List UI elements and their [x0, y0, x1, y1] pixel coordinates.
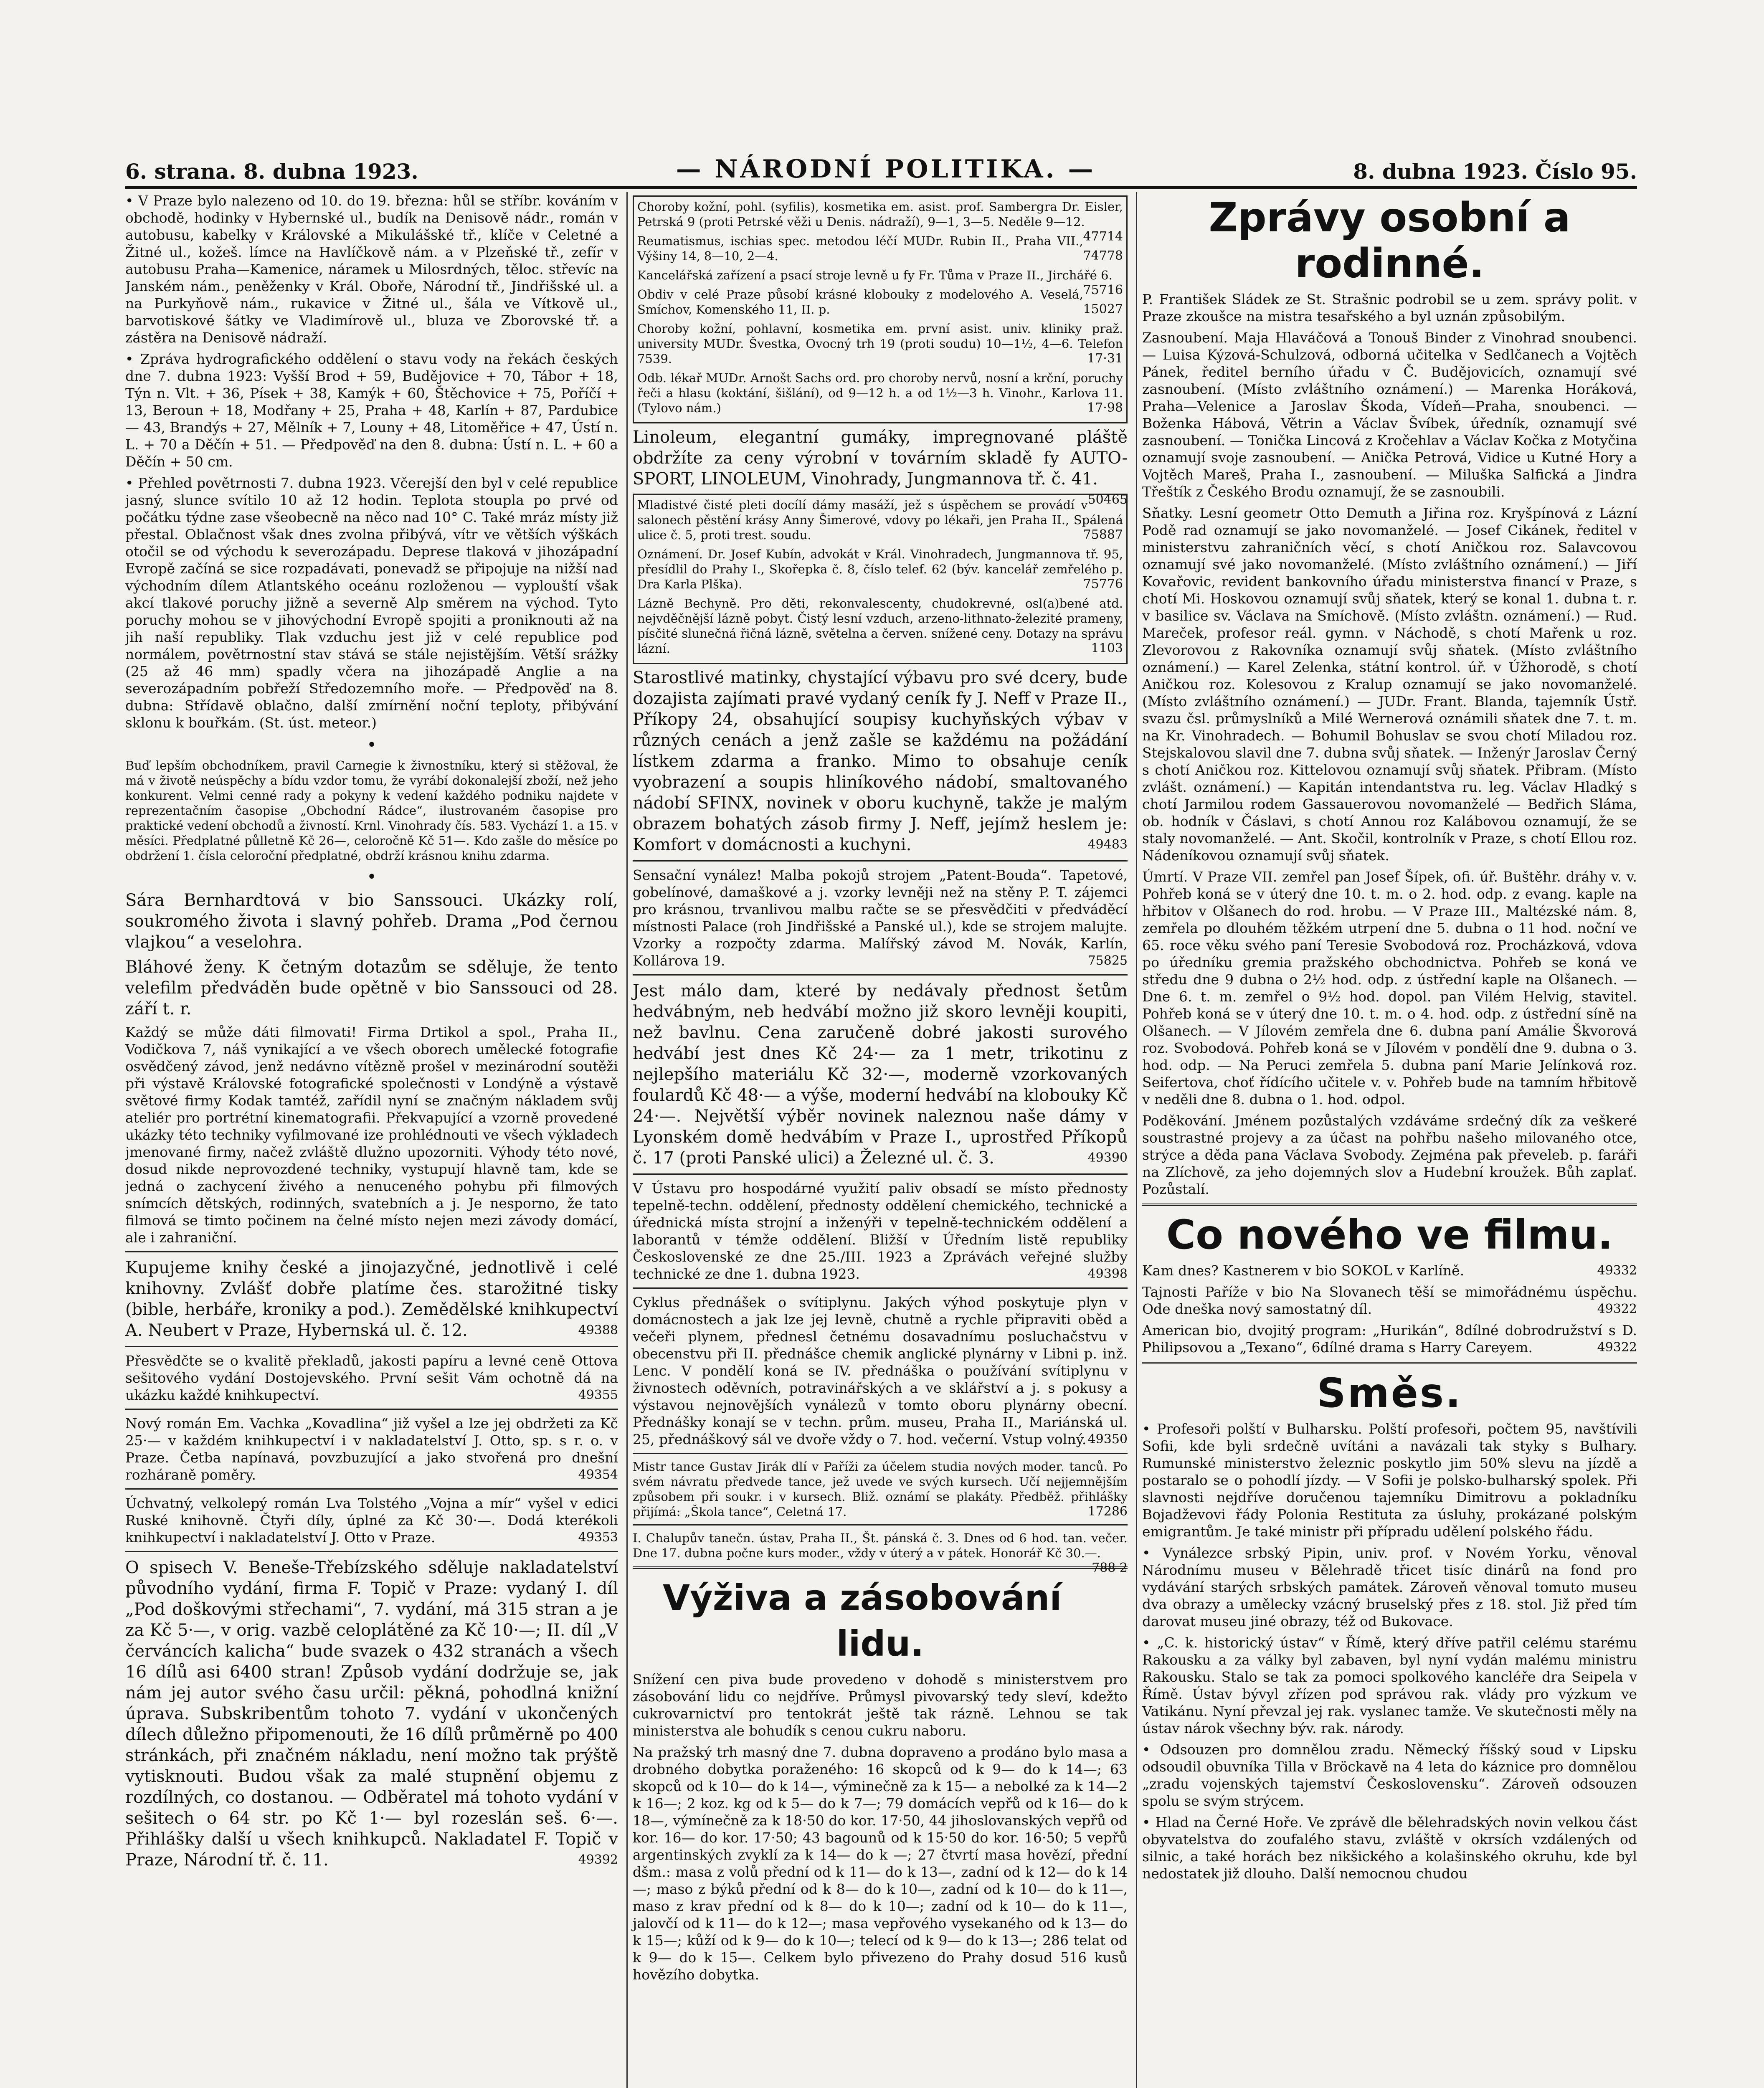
- film-american: American bio, dvojitý program: „Hurikán“, 8dílné dobrodružství s D. Philipsovou a „Texano“, 6dílné drama s Harry Careyem. 49322: [1142, 1322, 1637, 1356]
- notice-umrti: Úmrtí. V Praze VII. zemřel pan Josef Šípek, ofi. úř. Buštěhr. dráhy v. v. Pohřeb koná se v úterý dne 10. t. m. o 2. hod. odp. z evang. kaple na hřbitov v Olšanech do rod. hrobu. — V Praze III., Maltézské nám. 8, zemřela po dlouhém těžkém utrpení dne 5. dubna o 11 hod. noční ve 65. roce věku svého paní Teresie Svobodová roz. Procházková, vdova po úředníku gremia pražského obchodnictva. Pohřeb se koná ve středu dne 9 dubna o 2½ hod. odp. z ústřední kaple na Olšanech. — Dne 6. t. m. zemřel o 9½ hod. dopol. pan Vilém Helvig, stavitel. Pohřeb koná se v úterý dne 10. t. m. o 4. hod. odp. z ústřední síně na Olšanech. — V Jílovém zemřela dne 6. dubna paní Amálie Škvorová roz. Svobodová. Pohřeb koná se v Jílovém v pondělí dne 9. dubna o 3. hod. odp. — Na Peruci zemřela 5. dubna paní Marie Jelínková roz. Seifertova, choť řídícího učitele v. v. Pohřeb bude na tamním hřbitově v neděli dne 8. dubna o 1. hod. odpol.: [1142, 869, 1637, 1107]
- section-title-zpravy: Zprávy osobní a rodinné.: [1209, 194, 1571, 287]
- ad-ottova: Přesvědčte se o kvalitě překladů, jakosti papíru a levné ceně Ottova sešitového vydání Dostojevského. První sešit Vám ochotně dá na ukázku každé knihkupectví. 49355: [125, 1353, 618, 1403]
- article-obchodnik: Buď lepším obchodníkem, pravil Carnegie k živnostníku, který si stěžoval, že má v životě neúspěchy a bídu vzdor tomu, že vyrábí dokonalejší zboží, než jeho konkurent. Velmi cenné rady a pokyny k vedení každého podniku najdete v reprezentačním časopise „Obchodní Rádce“, ilustrovaném časopise pro praktické vedení obchodů a živností. Krnl. Vinohrady čís. 583. Vychází 1. a 15. v měsíci. Předplatné půlletně Kč 26—, celoročně Kč 51—. Kdo zašle do měsíce po obdržení 1. čísla celoroční předplatné, obdrží krásnou knihu zdarma.: [125, 758, 618, 863]
- ad-jirak: Mistr tance Gustav Jirák dlí v Paříži za účelem studia nových moder. tanců. Po svém návratu předvede tance, jež uvede ve svých kursech. Učí nejjemnějším způsobem při soukr. i v kursech. Bliž. oznámí se plakáty. Předběž. přihlášky přijímá: „Škola tance“, Celetná 17. 17286: [633, 1460, 1128, 1519]
- notice-snatky: Sňatky. Lesní geometr Otto Demuth a Jiřina roz. Kryšpínová z Lázní Podě rad oznamují se jako novomanželé. — Josef Cikánek, ředitel v ministerstvu zahraničních věcí, s chotí Aničkou roz. Salavcovou oznamují své jako novomanželé. (Místo zvláštního oznámení.) — Jiří Kovařovic, revident bankovního úřadu ministerstva financí v Praze, s chotí Mi. Hoskovou oznamují svůj sňatek, který se konal 1. dubna t. r. v basilice sv. Václava na Smíchově. (Místo zvláštn. oznámení.) — Rud. Mareček, profesor reál. gymn. v Náchodě, s chotí Mařenk u roz. Zlevorovou z Rakovníka oznamují svůj sňatek. (Místo zvláštního oznámení.) — Karel Zelenka, státní kontrol. úř. v Úžhorodě, s chotí Aničkou roz. Kolesovou z Kralup oznamují se jako novomanželé. (Místo zvláštního oznámení.) — JUDr. Frant. Blanda, tajemník Ústř. svazu čsl. průmyslníků a Milé Wernerová oznámili sňatek dne 7. t. m. na Kr. Vinohradech. — Bohumil Bohuslav se svou chotí Miladou roz. Stejskalovou slavil dne 7. dubna svůj sňatek. — Inženýr Jaroslav Černý s chotí Aničkou roz. Kittelovou oznamují svůj sňatek. Přibram. (Místo zvlášt. oznámení.) — Kapitán intendantstva ru. leg. Václav Hladký s chotí Jarmilou rodem Gassauerovou novomanželé — Bedřich Sláma, ob. hodník v Čáslavi, s chotí Annou roz Kalábovou oznamují, že se staly novomanželé. — Ant. Skočil, kontrolník v Praze, s chotí Ellou roz. Nádeníkovou oznamují svůj sňatek.: [1142, 505, 1637, 864]
- notice-cyklus: Cyklus přednášek o svítiplynu. Jakých výhod poskytuje plyn v domácnostech a jak lze jej levně, chutně a rychle připraviti oběd a večeři plynem, přednesl četnému dosavadnímu posluchačstvu v obecenstvu při II. přednášce chemik anglické plynárny v Libni p. inž. Lenc. V pondělí koná se IV. přednáška o používání svítiplynu v živnostech oděvních, potravinářských a ve sklářství a j. s pokusy a výstavou nejnovějších vynálezů v tomto oboru plynárny obecní. Přednášky konají se v techn. prům. museu, Praha II., Mariánská ul. 25, přednáškový sál ve dvoře vždy o 7. hod. večerní. Vstup volný. 49350: [633, 1294, 1128, 1447]
- column-3: [1136, 192, 1637, 2088]
- ad-item: Obdiv v celé Praze působí krásné klobouky z modelového A. Veselá, Smíchov, Komenského 11, II. p. 15027: [637, 287, 1123, 317]
- article-pivo: Snížení cen piva bude provedeno v dohodě s ministerstvem pro zásobování lidu co nejdříve. Průmysl pivovarský tedy sleví, kdežto cukrovarnictví pro tentokrát ještě tak rázně. Lehnou se tak ministerstva ale bohudík s cenou cukru naboru.: [633, 1671, 1128, 1739]
- notice-podekovani: Poděkování. Jménem pozůstalých vzdáváme srdečný dík za veškeré soustrastné projevy a za účast na pohřbu našeho milovaného otce, strýce a děda pana Václava Svobody. Zejména pak převeleb. p. faráři na Zlíchově, za jeho dojemných slov a Hudební kroužek. Bůh zaplať. Pozůstalí.: [1142, 1112, 1637, 1197]
- section-title-smes: Směs.: [1317, 1370, 1462, 1416]
- ad-malba: Sensační vynález! Malba pokojů strojem „Patent-Bouda“. Tapetové, gobelínové, damaškové a j. vzorky levněji než na stěny P. T. zájemci pro krásnou, trvanlivou malbu račte se se přesvědčiti v předváděcí místnosti Palace (roh Jindřišské a Panské ul.), kde se strojem malujte. Vzorky a rozpočty zdarma. Malířský závod M. Novák, Karlín, Kollárova 19. 75825: [633, 867, 1128, 969]
- header-right: 8. dubna 1923. Číslo 95.: [1353, 159, 1637, 184]
- divider: [125, 1488, 618, 1490]
- divider: [1142, 1362, 1637, 1364]
- notice-blahove: Bláhové ženy. K četným dotazům se sděluje, že tento velefilm předváděn bude opětně v bio Sanssouci od 28. září t. r.: [125, 958, 618, 1019]
- ad-tolstoj: Úchvatný, velkolepý román Lva Tolstého „Vojna a mír“ vyšel v edici Ruské knihovně. Čtyři díly, úplné za Kč 30·—. Dodá kterékoli knihkupectví i nakladatelství J. Otto v Praze. 49353: [125, 1495, 618, 1546]
- ad-hedvabi: Jest málo dam, které by nedávaly přednost šetům hedvábným, neb hedvábí možno již skoro levněji koupiti, než bavlnu. Cena zaručeně dobré jakosti surového hedvábí jest dnes Kč 24·— za 1 metr, trikotinu z nejlepšího materiálu Kč 32·—, moderně vzorkovaných foulardů Kč 48·— a výše, moderní hedvábí na klobouky Kč 24·—. Největší výběr novinek naleznou naše dámy v Lyonském domě hedvábím v Praze I., uprostřed Příkopů č. 17 (proti Panské ulici) a Železné ul. č. 3. 49390: [633, 981, 1128, 1168]
- ad-box-mid: [633, 494, 1128, 664]
- ad-item: Odb. lékař MUDr. Arnošt Sachs ord. pro choroby nervů, nosní a krční, poruchy řeči a hlasu (koktání, šišlání), od 9—12 h. a od 1½—3 h. Vinohr., Karlova 11. (Tylovo nám.) 17·98: [637, 371, 1123, 415]
- notice-zasnoubeni: Zasnoubení. Maja Hlaváčová a Tonouš Binder z Vinohrad snoubenci. — Luisa Kýzová-Schulzová, odborná učitelka v Sedlčanech a Vojtěch Pánek, ředitel berního úřadu v Č. Budějovicích, oznamují své zasnoubení. (Místo zvláštního oznámení.) — Marenka Horáková, Praha—Velenice a Jaroslav Škoda, Vídeň—Praha, snoubenci. — Boženka Hábová, Větrin a Václav Švíbek, úředník, oznamují své zasnoubení. — Tonička Lincová z Kročehlav a Václav Kočka z Motyčina oznamují svoje zasnoubení. — Anička Petrová, Vidice u Kutné Hory a Vojtěch Mareš, Praha I., zasnoubení. — Miluška Salfická a Jindra Třeštík z Českého Brodu oznamují, že se zasnoubili.: [1142, 329, 1637, 500]
- divider: [633, 860, 1128, 862]
- article-pipin: • Vynálezce srbský Pipin, univ. prof. v Novém Yorku, věnoval Národnímu museu v Bělehradě třicet tisíc dinárů na fond pro vydávání starých srbských památek. Zároveň věnoval tomuto museu dva obrazy a umělecky vzácný bruselský přes z 18. stol. Již před tím darovat museu jiné obrazy, též od Bukovace.: [1142, 1545, 1637, 1629]
- article-trh: Na pražský trh masný dne 7. dubna dopraveno a prodáno bylo masa a drobného dobytka poraženého: 16 skopců od k 9— do k 14—; 63 skopců od k 10— do k 14—, výminečně za k 15— a nebolké za k 14—2 k 16—; 2 koz. kg od k 5— do k 7—; 79 domácích vepřů od k 16— do k 18—, výmínečně za k 18·50 do kor. 17·50, 44 jihoslovanských vepřů od kor. 16— do kor. 17·50; 43 bagounů od k 15·50 do kor. 16·50; 5 vepřů argentinských zvyklí za k 14— do k —; 27 čtvrtí masa hovězí, přední dšm.: masa z volů přední od k 11— do k 13—, zadní od k 12— do k 14—; maso z býků přední od k 8— do k 10—, zadní od k 10— do k 11—, maso z krav přední od k 8— do k 10—; zadní od k 10— do k 11—, jalovčí od k 11— do k 12—; masa vepřového vysekaného od k 13— do k 15—; kůží od k 9— do k 10—; telecí od k 9— do k 13—; 286 telat od k 9— do k 15—. Celkem bylo přivezeno do Prahy dosud 516 kusů hovězího dobytka.: [633, 1744, 1128, 1983]
- notice-drtikol: Každý se může dáti filmovati! Firma Drtikol a spol., Praha II., Vodičkova 7, náš vynikající a ve všech oborech umělecké fotografie osvědčený závod, jenž nedávno vítězně prošel v mezinárodní soutěži při výstavě Královské fotografické společnosti v Londýně a výstavě světové firmy Kodak tamtéž, zařídil nyní se značným nákladem svůj ateliér pro portrétní kinematografii. Překvapující a vzorně provedené ukázky této techniky vyfilmované ize prohlédnouti ve všech výkladech jmenované firmy, načež zvláště dlužno upozorniti. Výhody této nové, dosud nikde neprovozdené techniky, vystupují hlavně tam, kde se jedná o zachycení živého a nenuceného pohybu při filmových snímcích dětských, rodinných, svatebních a j. Je nesporno, že tato filmová se timto počinem na čelné místo nejen mezi závody domácí, ale i zahraniční.: [125, 1024, 618, 1246]
- separator: •: [367, 867, 377, 887]
- divider: [633, 1453, 1128, 1454]
- ad-item: Oznámení. Dr. Josef Kubín, advokát v Král. Vinohradech, Jungmannova tř. 95, přesídlil do Prahy I., Skořepka č. 8, číslo telef. 62 (býv. kancelář zemřelého p. Dra Karla Plška). 75776: [637, 547, 1123, 591]
- page-header: [125, 155, 1637, 189]
- ad-box-top: [633, 195, 1128, 423]
- article-ustav-rim: • „C. k. historický ústav“ v Římě, který dříve patřil celému starému Rakousku a za války byl zabaven, byl nyní vydán malému ministru Rakousku. Stalo se tak za pomoci spolkového kancléře dra Seipela v Římě. Ústav bývyl zřízen pod správou rak. vlády pro výzkum ve Vatikánu. Nyní převzal jej rak. vyslanec tamže. Ve skutečnosti měly na ústav nárok všechny býv. rak. národy.: [1142, 1634, 1637, 1736]
- ad-item: Choroby kožní, pohl. (syfilis), kosmetika em. asist. prof. Sambergra Dr. Eisler, Petrská 9 (proti Petrské věži u Denis. nádraží), 9—1, 3—5. Neděle 9—12. 47714: [637, 200, 1123, 244]
- ad-vachek: Nový román Em. Vachka „Kovadlina“ již vyšel a lze jej obdržeti za Kč 25·— v každém knihkupectví i v nakladatelství J. Otto, sp. s r. o. v Praze. Četba napínavá, povzbuzující a jako stvořená pro dnešní rozháraně poměry. 49354: [125, 1415, 618, 1483]
- article-hlad: • Hlad na Černé Hoře. Ve zprávě dle bělehradských novin velkou část obyvatelstva do zoufalého stavu, zvláště v okrsích vzdálených od silnic, a také horách bez nikšického a kolašinského okruhu, kde byl nedostatek již dlouho. Další nemocnou chudou: [1142, 1814, 1637, 1882]
- divider: [633, 1173, 1128, 1175]
- article-zrada: • Odsouzen pro domnělou zradu. Německý říšský soud v Lipsku odsoudil obuvníka Tilla v Bröckavě na 4 leta do káznice pro domnělou „zradu vojenských tajemství Československu“. Zároveň odsouzen spolu se svým strýcem.: [1142, 1741, 1637, 1809]
- notice-sladek: P. František Sládek ze St. Strašnic podrobil se u zem. správy polit. v Praze zkoušce na mistra tesařského a byl uznán způsobilým.: [1142, 291, 1637, 324]
- article-weather: • Přehled povětrnosti 7. dubna 1923. Včerejší den byl v celé republice jasný, slunce svítilo 10 až 12 hodin. Teplota stoupla po prvé od počátku týdne zase všeobecně na něco nad 10° C. Také mráz místy již přestal. Oblačnost však dnes zvolna přibývá, vítr ve větších výškách otočil se od východu k severozápadu. Deprese tlaková v jihozápadní Evropě začíná se sice rozpadávati, ponevadž se připojuje na nižší nad východním dílem Atlantského oceánu rozloženou — vyplouští však akcí tlakové poruchy jižně a severně Alp směrem na východ. Tyto poruchy mohou se v jihovýchodní Evropě spojiti a proniknouti až na jih naší republiky. Tlak vzduchu jest již v celé republice pod normálem, povětrnostní stav stává se stále nejistějším. Větší srážky (25 až 46 mm) spadly včera na jihozápadě Anglie a na severozápadním pobřeží Středozemního moře. — Předpověď na 8. dubna: Střídavě oblačno, další zmírnění noční teploty, přibývání sklonu k bouřkám. (St. úst. meteor.): [125, 475, 618, 731]
- ad-item: Lázně Bechyně. Pro děti, rekonvalescenty, chudokrevné, osl(a)bené atd. nejvděčnější lázně pobyt. Čistý lesní vzduch, arzeno-lithnato-železité prameny, písčité slunečná řičná lázně, světelna a červen. snížené ceny. Dotazy na správu lázní. 1103: [637, 596, 1123, 656]
- separator: •: [367, 735, 377, 755]
- film-sokol: Kam dnes? Kastnerem v bio SOKOL v Karlíně. 49332: [1142, 1262, 1637, 1279]
- divider: [125, 1346, 618, 1347]
- ad-item: Kancelářská zařízení a psací stroje levně u fy Fr. Tůma v Praze II., Jirchářé 6. 75716: [637, 268, 1123, 297]
- notice-ustav: V Ústavu pro hospodárné využití paliv obsadí se místo přednosty tepelně-techn. oddělení, přednosty oddělení chemického, technické a úřednická místa strojní a inženýři v tepelně-technickém oddělení a laborantů v témže oddělení. Bližší v Úředním listě republiky Československé ze dne 25./III. 1923 a Zprávách veřejné služby technické ze dne 1. dubna 1923. 49398: [633, 1180, 1128, 1282]
- notice-sara: Sára Bernhardtová v bio Sanssouci. Ukázky rolí, soukromého života i slavný pohřeb. Drama „Pod černou vlajkou“ a veselohra.: [125, 891, 618, 952]
- divider: [633, 1524, 1128, 1525]
- divider: [125, 1251, 618, 1252]
- divider: [1142, 1204, 1637, 1206]
- ad-kupujeme: Kupujeme knihy české a jinojazyčné, jednotlivě i celé knihovny. Zvlášť dobře platíme čes. starožitné tisky (bible, herbáře, kroniky a pod.). Zemědělské knihkupectví A. Neubert v Praze, Hybernská ul. č. 12. 49388: [125, 1258, 618, 1340]
- column-1: [125, 192, 618, 2088]
- film-slovanech: Tajnosti Paříže v bio Na Slovanech těší se mimořádnému úspěchu. Ode dneška nový samostatný díl. 49322: [1142, 1284, 1637, 1317]
- ad-neff: Starostlivé matinky, chystající výbavu pro své dcery, bude dozajista zajímati pravé vydaný ceník fy J. Neff v Praze II., Příkopy 24, obsahující soupisy kuchyňských výbav v různých cenách a jenž zašle se každému na požádání lístkem zdarma a franko. Mimo to obsahuje ceník vyobrazení a soupis hliníkového nádobí, smaltovaného nádobí SFINX, novinek v oboru kuchyně, takže je malým obrazem bohatých zásob firmy J. Neff, jejímž heslem je: Komfort v domácnosti a kuchyni. 49483: [633, 668, 1128, 854]
- divider: [633, 1566, 1128, 1569]
- divider: [633, 1287, 1128, 1289]
- ad-item: Reumatismus, ischias spec. metodou léčí MUDr. Rubin II., Praha VII., Výšiny 14, 8—10, 2—4. 74778: [637, 234, 1123, 263]
- header-left: 6. strana. 8. dubna 1923.: [125, 159, 418, 184]
- ad-benes: O spisech V. Beneše-Třebízského sděluje nakladatelství původního vydání, firma F. Topič v Praze: vydaný I. díl „Pod doškovými střechami“, 7. vydání, má 315 stran a je za Kč 5·—, v orig. vazbě celoplátěné za Kč 10·—; II. díl „V červáncích kalicha“ bude svazek o 432 stranách a všech 16 dílů asi 6400 stran! Způsob vydání dodržuje se, jak nám jej autor svého času určil: pěkná, pohodlná knižní úprava. Subskribentům tohoto 7. vydání v ukončených dílech důležno připomenouti, že 16 dílů průměrně po 400 stránkách, při značném nákladu, není možno tak prýště vytisknouti. Budou však za malé stupnění objemu z rozdílných, co dostanou. — Odběratel má tohoto vydání v sešitech o 64 str. po Kč 1·— byl rozeslán seš. 6·—. Přihlášky další u všech knihkupců. Nakladatel F. Topič v Praze, Národní tř. č. 11. 49392: [125, 1558, 618, 1870]
- article-profesori: • Profesoři polští v Bulharsku. Polští profesoři, počtem 95, navštívili Sofii, kde byli srdečně uvítáni a navázali tak styky s Bulhary. Rumunské ministerstvo železnic poskytlo jim 50% slevu na jízdě a postaralo se o pohodlí jízdy. — V Sofii je polsko-bulharský spolek. Při slavnosti nejdříve doručenou tajemníku Dimitrovu a pokladníku Bojadževovi řády Polonia Restituta za úsluhy, prokázané polským emigrantům. Je také ministr při přípradu udělení polského řádu.: [1142, 1421, 1637, 1540]
- column-2: [626, 192, 1128, 2088]
- divider: [633, 974, 1128, 976]
- masthead: — NÁRODNÍ POLITIKA. —: [676, 155, 1096, 184]
- ad-item: Mladistvé čisté pleti docílí dámy masáží, jež s úspěchem se provádí v salonech pěstění krásy Anny Šimerové, vdovy po lékaři, jen Praha II., Spálená ulice č. 5, proti trest. soudu. 75887: [637, 498, 1123, 542]
- ad-chalupa: I. Chalupův tanečn. ústav, Praha II., Št. pánská č. 3. Dnes od 6 hod. tan. večer. Dne 17. dubna počne kurs moder., vždy v úterý a v pátek. Honorář Kč 30.—. 788 2: [633, 1531, 1128, 1575]
- article-lost-found: • V Praze bylo nalezeno od 10. do 19. března: hůl se stříbr. kováním v obchodě, hodinky v Hybernské ul., budík na Denisově nádr., román v autobusu, kabelky v Královské a Mikulášské tř., klíče v Celetné a Žitné ul., kožeš. límce na Havlíčkově nám. a v Plzeňské tř., zefír v autobusu Praha—Kamenice, náramek u Milosrdných, těloc. střevíc na Janském nám., peněženky v Král. Oboře, Národní tř., Jindřišské ul. a na Purkyňově nám., rukavice v Žitné ul., šála ve Vítkově ul., barvotiskové šátky ve Vladimírově ul., bluza ve Zborovské tř. a zástěra na Denisově nádraží.: [125, 193, 618, 346]
- divider: [125, 1551, 618, 1552]
- ad-item: Choroby kožní, pohlavní, kosmetika em. první asist. univ. kliniky praž. university MUDr. Švestka, Ovocný trh 19 (proti soudu) 10—1½, 4—6. Telefon 7539. 17·31: [637, 322, 1123, 366]
- divider: [125, 1409, 618, 1410]
- ad-linoleum: Linoleum, elegantní gumáky, impregnované pláště obdržíte za ceny výrobní v továrním skladě fy AUTO-SPORT, LINOLEUM, Vinohrady, Jungmannova tř. č. 41. 50465: [633, 428, 1128, 507]
- section-title-vyziva: Výživa a zásobování lidu.: [662, 1577, 1062, 1664]
- article-water-levels: • Zpráva hydrografického oddělení o stavu vody na řekách českých dne 7. dubna 1923: Vyšší Brod + 59, Budějovice + 70, Tábor + 18, Týn n. Vlt. + 36, Písek + 38, Kamýk + 60, Štěchovice + 75, Poříčí + 13, Beroun + 18, Modřany + 25, Praha + 48, Karlín + 87, Pardubice — 43, Brandýs + 27, Mělník + 7, Louny + 48, Litoměřice + 47, Ústí n. L. + 70 a Děčín + 51. — Předpověď na den 8. dubna: Ústí n. L. + 60 a Děčín + 50 cm.: [125, 351, 618, 470]
- section-title-film: Co nového ve filmu.: [1166, 1211, 1613, 1258]
